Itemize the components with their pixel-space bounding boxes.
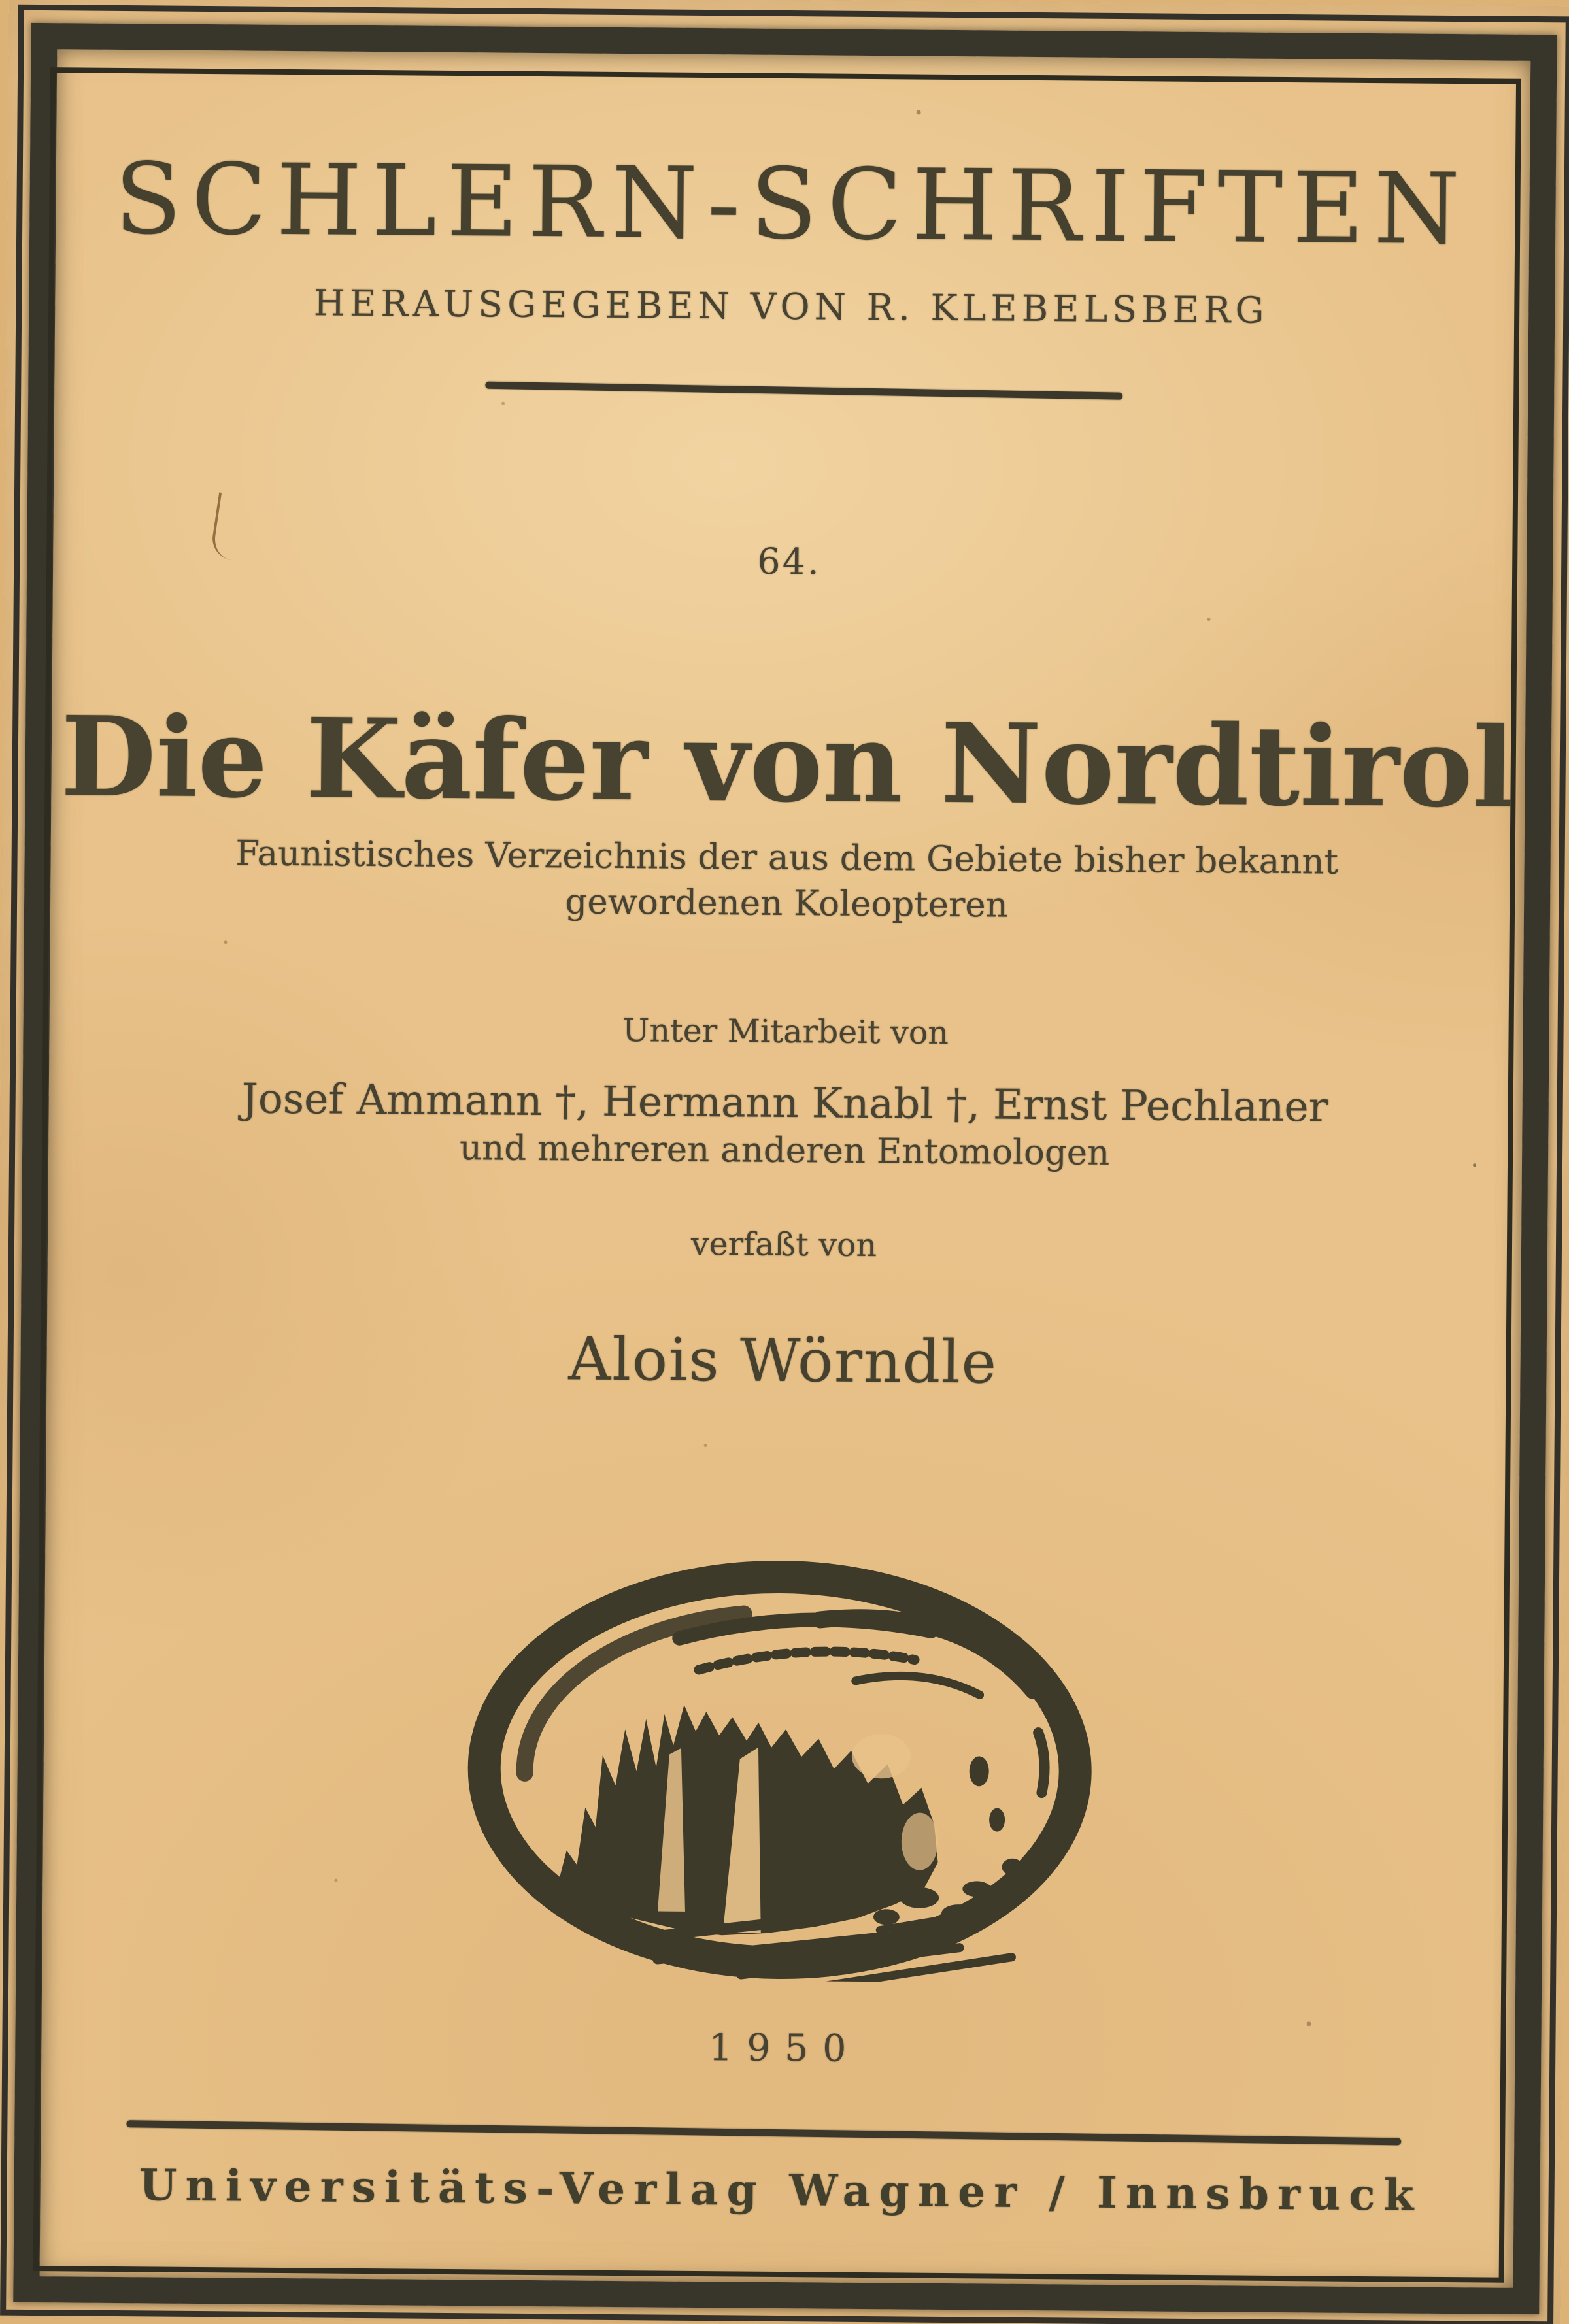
volume-number: 64. <box>757 540 822 583</box>
book-subtitle-line-1: Faunistisches Verzeichnis der aus dem Gebiete bisher bekannt <box>235 833 1339 882</box>
series-title: SCHLERN-SCHRIFTEN <box>114 142 1470 267</box>
schlern-mountain-emblem-logo <box>461 1557 1098 1984</box>
collaborators-line: Josef Ammann †, Hermann Knabl †, Ernst Pechlaner <box>241 1074 1329 1131</box>
collaboration-intro: Unter Mitarbeit von <box>622 1012 949 1052</box>
book-title: Die Käfer von Nordtirol <box>60 691 1515 833</box>
year-label: 1950 <box>709 2026 861 2070</box>
divider-rule-top <box>485 382 1122 400</box>
book-subtitle-line-2: gewordenen Koleopteren <box>565 882 1009 925</box>
byline-intro: verfaßt von <box>690 1225 877 1265</box>
author-name: Alois Wörndle <box>568 1325 998 1397</box>
series-editor-line: HERAUSGEGEBEN VON R. KLEBELSBERG <box>313 282 1269 331</box>
divider-rule-bottom <box>126 2120 1401 2145</box>
collaborators-more: und mehreren anderen Entomologen <box>459 1128 1110 1173</box>
publisher-line: Universitäts-Verlag Wagner / Innsbruck <box>139 2159 1423 2221</box>
